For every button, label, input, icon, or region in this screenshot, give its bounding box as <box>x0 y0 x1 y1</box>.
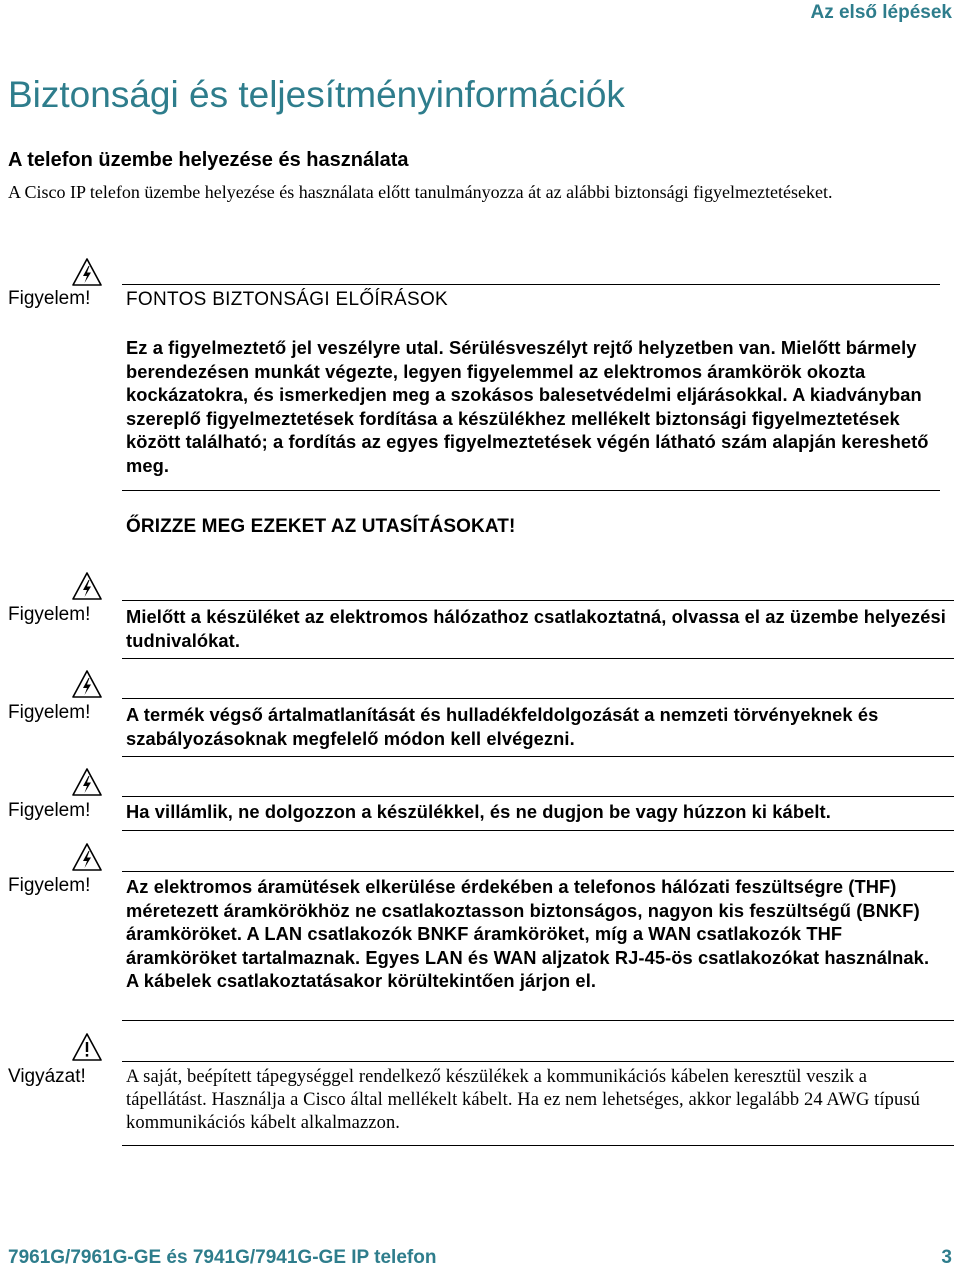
exclamation-warning-icon <box>72 1033 102 1061</box>
divider <box>122 1020 954 1021</box>
warning-label: Figyelem! <box>8 702 91 723</box>
caution-text: A saját, beépített tápegységgel rendelkező készülékek a kommunikációs kábelen keresztül veszik a tápellátást. Használja a Cisco által mellékelt kábelt. Ha ez nem lehetséges, akkor legalább 24 AWG típusú kommunikációs kábelt alkalmazzon. <box>126 1067 920 1133</box>
warning-text: Az elektromos áramütések elkerülése érdekében a telefonos hálózati feszültségre (THF) méretezett áramkörökhöz ne csatlakoztasson biztonságos, nagyon kis feszültségű (BNKF) áramköröket. A LAN csatlakozók BNKF áramköröket, míg a WAN csatlakozók THF áramköröket tartalmaznak. Egyes LAN és WAN aljzatok RJ-45-ös csatlakozókat használnak. A kábelek csatlakoztatásakor körültekintően járjon el. <box>126 876 930 991</box>
warning-label: Figyelem! <box>8 875 91 896</box>
section-intro: A Cisco IP telefon üzembe helyezése és használata előtt tanulmányozza át az alábbi biztonsági figyelmeztetéseket. <box>8 182 833 202</box>
divider <box>122 871 954 872</box>
chapter-header: Az első lépések <box>810 2 952 23</box>
warning-label: Figyelem! <box>8 800 91 821</box>
page-title: Biztonsági és teljesítményinformációk <box>8 74 625 115</box>
divider <box>122 658 954 659</box>
divider <box>122 1145 954 1146</box>
lightning-warning-icon <box>72 843 102 871</box>
divider <box>122 698 954 699</box>
lightning-warning-icon <box>72 670 102 698</box>
warning-label: Figyelem! <box>8 604 91 625</box>
lightning-warning-icon <box>72 768 102 796</box>
divider <box>122 600 954 601</box>
warning-text: A termék végső ártalmatlanítását és hulladékfeldolgozását a nemzeti törvényeknek és szabályozásoknak megfelelő módon kell elvégezni. <box>126 704 879 749</box>
caution-label: Vigyázat! <box>8 1066 86 1087</box>
divider <box>122 284 940 285</box>
warning-label: Figyelem! <box>8 288 91 309</box>
divider <box>122 490 940 491</box>
divider <box>122 796 954 797</box>
divider <box>122 756 954 757</box>
footer-product: 7961G/7961G-GE és 7941G/7941G-GE IP telefon <box>8 1247 437 1268</box>
lightning-warning-icon <box>72 258 102 286</box>
warning-text: Mielőtt a készüléket az elektromos hálózathoz csatlakoztatná, olvassa el az üzembe helyezési tudnivalókat. <box>126 606 946 651</box>
warning-heading: FONTOS BIZTONSÁGI ELŐÍRÁSOK <box>126 289 449 310</box>
lightning-warning-icon <box>72 572 102 600</box>
section-title: A telefon üzembe helyezése és használata <box>8 149 409 171</box>
page-number: 3 <box>941 1247 952 1268</box>
warning-footer-note: ŐRIZZE MEG EZEKET AZ UTASÍTÁSOKAT! <box>126 516 516 537</box>
warning-text: Ha villámlik, ne dolgozzon a készülékkel, és ne dugjon be vagy húzzon ki kábelt. <box>126 801 831 822</box>
warning-text: Ez a figyelmeztető jel veszélyre utal. Sérülésveszélyt rejtő helyzetben van. Mielőtt bármely berendezésen munkát végezte, legyen figyelemmel az elektromos áramkörök okozta kockázatokra, és ismerkedjen meg a szokásos balesetvédelmi eljárásokkal. A kiadványban szereplő figyelmeztetések fordítása a készülékhez mellékelt biztonsági figyelmeztetések között található; a fordítás az egyes figyelmeztetések végén látható szám alapján kereshető meg. <box>126 337 929 476</box>
divider <box>122 1061 954 1062</box>
divider <box>122 830 954 831</box>
